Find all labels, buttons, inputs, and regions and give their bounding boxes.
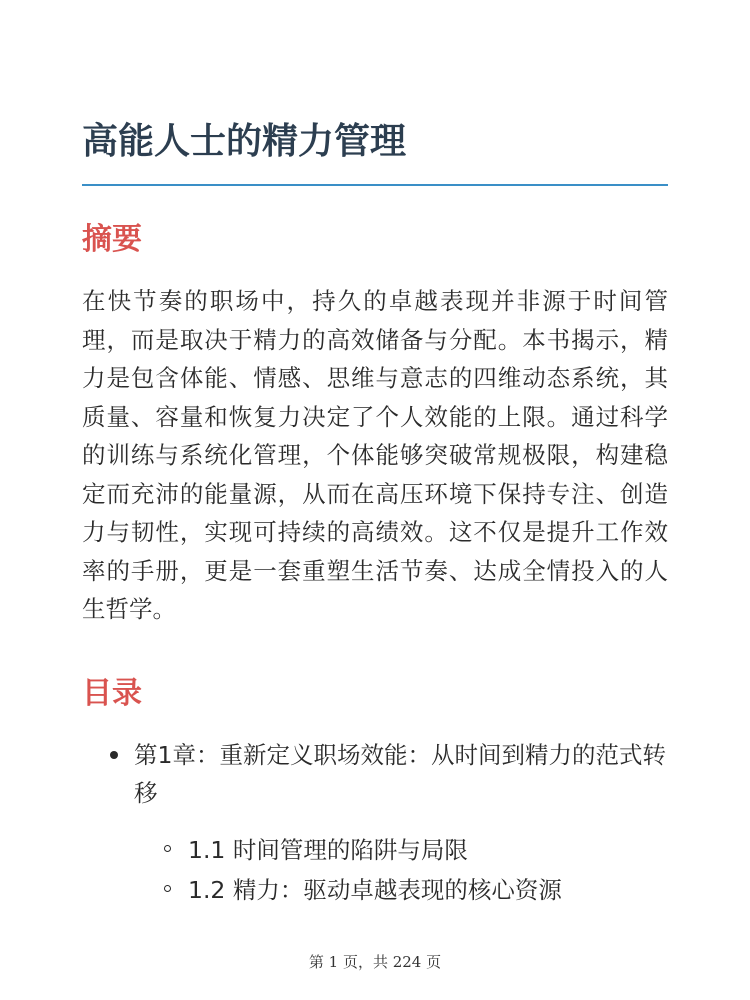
page-number-footer: 第 1 页，共 224 页 bbox=[308, 953, 442, 971]
document-page bbox=[82, 0, 668, 1000]
bullet-circle-icon bbox=[164, 885, 171, 892]
toc-list bbox=[82, 736, 668, 910]
abstract-heading: 摘要 bbox=[82, 222, 142, 257]
title-divider bbox=[82, 184, 668, 186]
toc-heading: 目录 bbox=[82, 676, 142, 711]
document-title: 高能人士的精力管理 bbox=[82, 121, 407, 162]
bullet-disc-icon bbox=[110, 751, 118, 759]
toc-chapter-label: 第1章：重新定义职场效能：从时间到精力的范式转移 bbox=[134, 741, 666, 807]
toc-chapter-item bbox=[82, 736, 668, 910]
abstract-text: 在快节奏的职场中，持久的卓越表现并非源于时间管理，而是取决于精力的高效储备与分配。本书揭示，精力是包含体能、情感、思维与意志的四维动态系统，其质量、容量和恢复力决定了个人效能的上限。通过科学的训练与系统化管理，个体能够突破常规极限，构建稳定而充沛的能量源，从而在高压环境下保持专注、创造力与韧性，实现可持续的高绩效。这不仅是提升工作效率的手册，更是一套重塑生活节奏、达成全情投入的人生哲学。 bbox=[82, 287, 668, 623]
toc-section-label: 1.2 精力：驱动卓越表现的核心资源 bbox=[188, 876, 562, 904]
bullet-circle-icon bbox=[164, 845, 171, 852]
toc-section-item bbox=[134, 830, 668, 870]
toc-section-label: 1.1 时间管理的陷阱与局限 bbox=[188, 836, 468, 864]
toc-sublist bbox=[134, 830, 668, 910]
toc-section-item bbox=[134, 870, 668, 910]
